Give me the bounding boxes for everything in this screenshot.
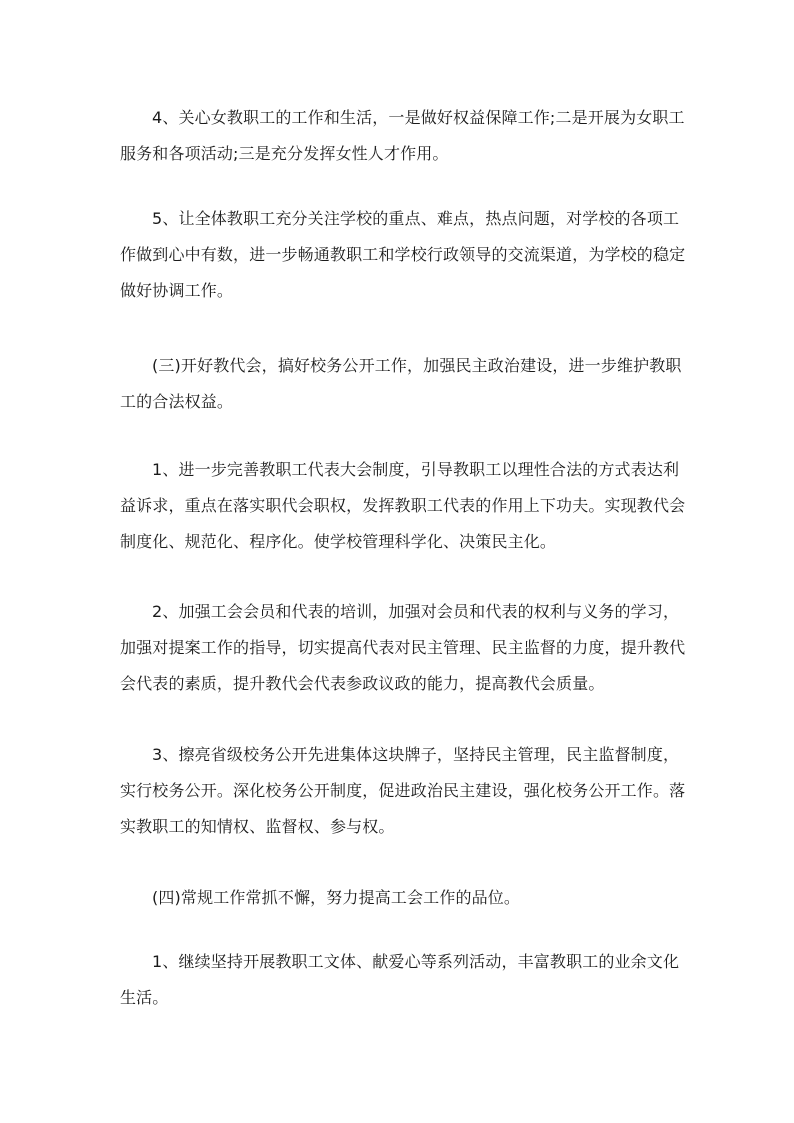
paragraph-section-three-heading [120, 348, 680, 420]
text-line: 工的合法权益。 [120, 392, 234, 411]
text-line: 4、关心女教职工的工作和生活，一是做好权益保障工作;二是开展为女职工 [152, 108, 685, 127]
text-line: 3、擦亮省级校务公开先进集体这块牌子，坚持民主管理，民主监督制度， [152, 745, 680, 764]
text-line: 2、加强工会会员和代表的培训，加强对会员和代表的权利与义务的学习， [152, 602, 680, 621]
text-line: 实行校务公开。深化校务公开制度，促进政治民主建设，强化校务公开工作。落 [120, 781, 686, 800]
text-line: 益诉求，重点在落实职代会职权，发挥教职工代表的作用上下功夫。实现教代会 [120, 496, 686, 515]
paragraph-cultural-activities [120, 944, 680, 1016]
paragraph-school-affairs [120, 737, 686, 845]
text-line: 1、继续坚持开展教职工文体、献爱心等系列活动，丰富教职工的业余文化 [152, 952, 680, 971]
text-line: 实教职工的知情权、监督权、参与权。 [120, 817, 395, 836]
text-line: (四)常规工作常抓不懈，努力提高工会工作的品位。 [152, 888, 521, 907]
paragraph-section-four-heading [120, 880, 680, 916]
text-line: 做好协调工作。 [120, 281, 234, 300]
text-line: 1、进一步完善教职工代表大会制度，引导教职工以理性合法的方式表达利 [152, 460, 680, 479]
text-line: 5、让全体教职工充分关注学校的重点、难点，热点问题，对学校的各项工 [152, 209, 680, 228]
text-line: 作做到心中有数，进一步畅通教职工和学校行政领导的交流渠道，为学校的稳定 [120, 245, 686, 264]
text-line: 生活。 [120, 988, 169, 1007]
text-line: 制度化、规范化、程序化。使学校管理科学化、决策民主化。 [120, 532, 557, 551]
text-line: (三)开好教代会，搞好校务公开工作，加强民主政治建设，进一步维护教职 [152, 356, 682, 375]
text-line: 服务和各项活动;三是充分发挥女性人才作用。 [120, 144, 449, 163]
paragraph-member-training [120, 594, 686, 702]
paragraph-women-staff [120, 100, 685, 172]
text-line: 加强对提案工作的指导，切实提高代表对民主管理、民主监督的力度，提升教代 [120, 638, 686, 657]
paragraph-staff-congress [120, 452, 686, 560]
paragraph-focus-issues [120, 201, 686, 309]
text-line: 会代表的素质，提升教代会代表参政议政的能力，提高教代会质量。 [120, 674, 605, 693]
